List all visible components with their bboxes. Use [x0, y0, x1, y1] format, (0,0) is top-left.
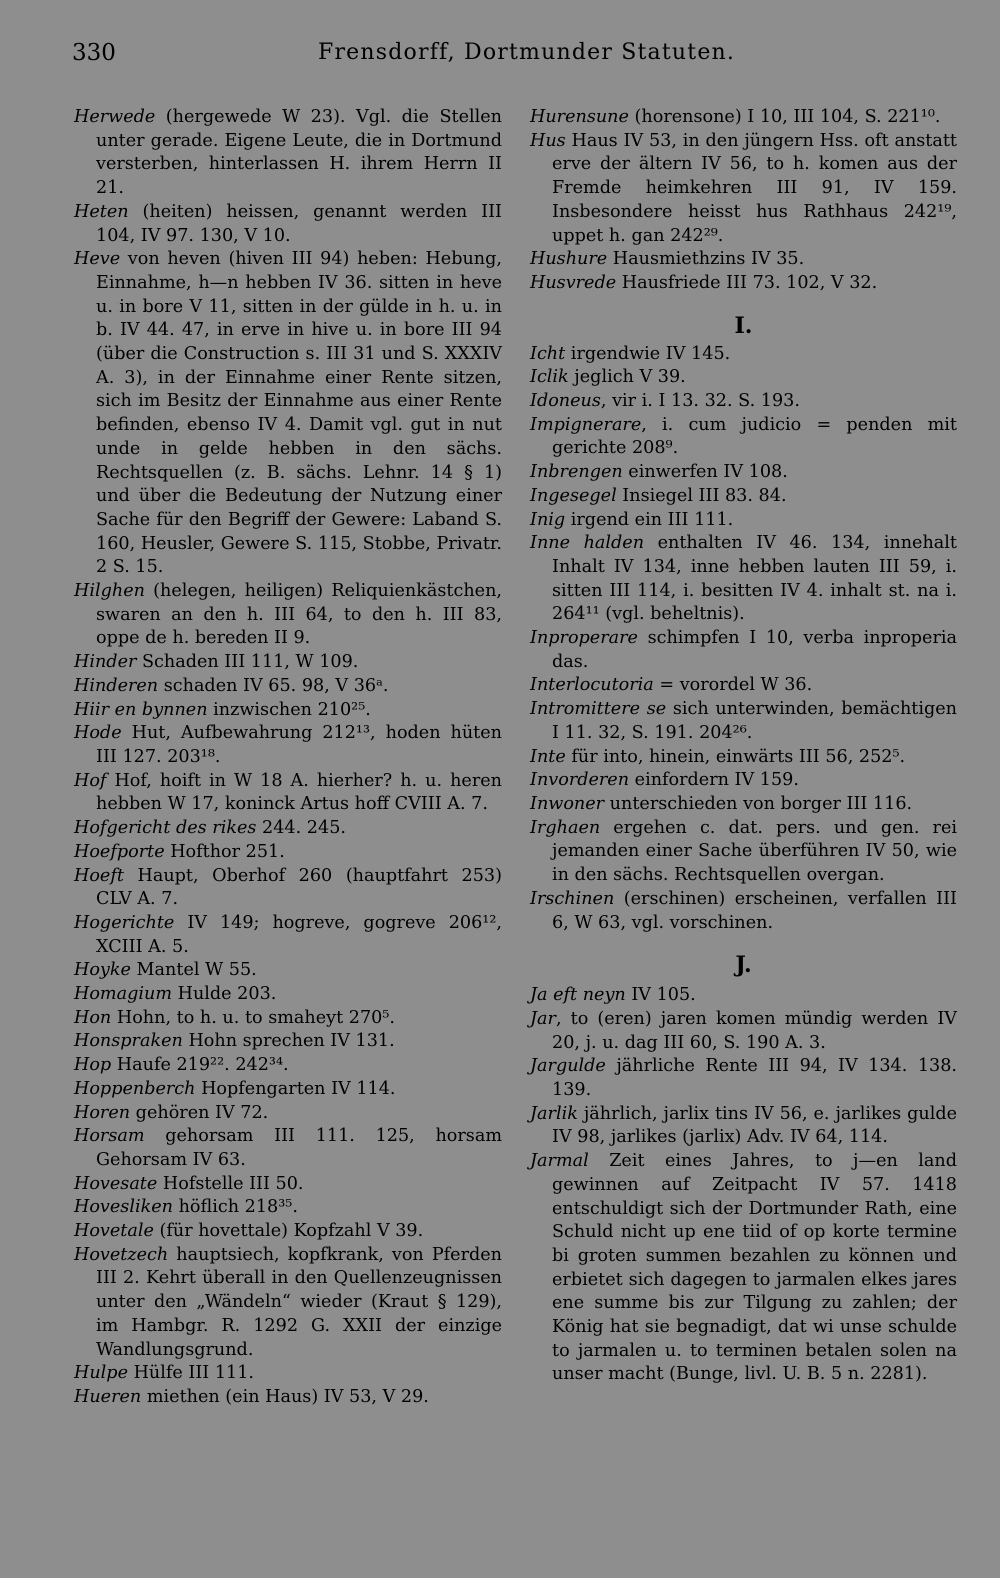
entry-lemma: Idoneus — [530, 391, 601, 412]
entry-definition: (für hovettale) Kopfzahl V 39. — [153, 1221, 424, 1242]
glossary-entry — [74, 651, 502, 675]
entry-lemma: Jargulde — [530, 1056, 606, 1077]
entry-lemma: Hiir en bynnen — [74, 699, 208, 720]
glossary-entry — [74, 1125, 502, 1172]
entry-lemma: Heten — [74, 201, 129, 222]
glossary-entry — [530, 485, 957, 509]
glossary-entry — [530, 769, 957, 793]
glossary-entry — [530, 1103, 957, 1150]
entry-definition: jährlich, jarlix tins IV 56, e. jarlikes gulde IV 98, jarlikes (jarlix) Adv. IV 64, 114. — [552, 1103, 957, 1148]
entry-definition: (helegen, heiligen) Reliquienkästchen, swaren an den h. III 64, to den h. III 83, oppe de h. bereden II 9. — [96, 581, 502, 649]
entry-lemma: Iclik — [530, 367, 569, 388]
right-column — [530, 106, 957, 1387]
entry-definition: unterschieden von borger III 116. — [604, 793, 913, 814]
left-column — [74, 106, 502, 1410]
glossary-entry — [74, 983, 502, 1007]
entry-definition: miethen (ein Haus) IV 53, V 29. — [141, 1386, 429, 1407]
entry-definition: gehören IV 72. — [130, 1102, 269, 1123]
entry-lemma: Hof — [74, 770, 107, 791]
glossary-entry — [530, 1055, 957, 1102]
entry-lemma: Hushure — [530, 249, 608, 270]
entry-definition: für into, hinein, einwärts III 56, 252⁵. — [565, 746, 906, 767]
page-number: 330 — [72, 40, 116, 66]
entry-lemma: Hurensune — [530, 107, 629, 127]
section-heading-i: I. — [734, 312, 753, 339]
entry-definition: von heven (hiven III 94) heben: Hebung, Einnahme, h—n hebben IV 36. sitten in heve u. in bore V 11, sitten in der gülde in h. u. in b. IV 44. 47, in erve in hive u. in bore III 94 (über die Construction s. III 31 und S. XXXIV A. 3), in der Einnahme einer Rente sitzen, sich im Besitz der Einnahme aus einer Rente befinden, ebenso IV 4. Damit vgl. gut in nut unde in gelde hebben in den sächs. Rechtsquellen (z. B. sächs. Lehnr. 14 § 1) und über die Bedeutung der Nutzung einer Sache für den Begriff der Gewere: Laband S. 160, Heusler, Gewere S. 115, Stobbe, Privatr. 2 S. 15. — [96, 249, 502, 578]
entry-definition: Hausmiethzins IV 35. — [607, 249, 805, 270]
entry-lemma: Inwoner — [530, 793, 605, 814]
page-header — [0, 40, 1000, 80]
entry-lemma: Hus — [530, 130, 566, 151]
glossary-entry — [530, 461, 957, 485]
glossary-entry — [530, 343, 957, 367]
glossary-entry — [530, 390, 957, 414]
entry-lemma: Hoeft — [74, 865, 124, 886]
entry-lemma: Ingesegel — [530, 485, 617, 506]
entry-lemma: Impignerare — [530, 414, 642, 435]
entry-lemma: Homagium — [74, 984, 173, 1005]
entry-definition: Hohn, to h. u. to smaheyt 270⁵. — [111, 1007, 395, 1028]
glossary-entry — [74, 106, 502, 201]
glossary-entry — [74, 699, 502, 723]
entry-definition: Hut, Aufbewahrung 212¹³, hoden hüten III 127. 203¹⁸. — [96, 723, 502, 767]
entry-lemma: Irghaen — [530, 817, 601, 838]
entry-lemma: Inproperare — [530, 628, 638, 649]
glossary-entry — [530, 509, 957, 533]
glossary-entry — [74, 1220, 502, 1244]
glossary-entry — [74, 580, 502, 651]
glossary-entry — [74, 1173, 502, 1197]
entry-definition: (erschinen) erscheinen, verfallen III 6, W 63, vgl. vorschinen. — [552, 888, 957, 933]
entry-definition: Hulde 203. — [172, 984, 277, 1005]
glossary-entry — [74, 1196, 502, 1220]
entry-lemma: Hogerichte — [74, 912, 175, 933]
entry-lemma: Hoefporte — [74, 841, 165, 862]
glossary-entry — [74, 1054, 502, 1078]
glossary-entry — [530, 272, 957, 296]
entry-lemma: Interlocutoria — [530, 675, 654, 696]
entry-definition: (heiten) heissen, genannt werden III 104, IV 97. 130, V 10. — [96, 201, 502, 246]
entry-definition: Hülfe III 111. — [127, 1363, 255, 1384]
entry-definition: höflich 218³⁵. — [172, 1197, 298, 1218]
entry-definition: Hohn sprechen IV 131. — [182, 1031, 395, 1052]
glossary-entry — [530, 674, 957, 698]
left-entries — [74, 106, 502, 1410]
glossary-entry — [530, 817, 957, 888]
entry-definition: jährliche Rente III 94, IV 134. 138. 139. — [552, 1056, 957, 1101]
glossary-entry — [74, 1362, 502, 1386]
entry-lemma: Honspraken — [74, 1031, 183, 1052]
glossary-entry — [74, 912, 502, 959]
entry-definition: Mantel W 55. — [130, 960, 257, 981]
entry-definition: irgendwie IV 145. — [565, 343, 731, 364]
entry-definition: Haufe 219²². 242³⁴. — [111, 1055, 289, 1076]
entry-definition: jeglich V 39. — [568, 367, 686, 388]
entry-definition: inzwischen 210²⁵. — [207, 699, 371, 720]
entry-definition: irgend ein III 111. — [565, 509, 734, 530]
entry-definition: hauptsiech, kopfkrank, von Pferden III 2. Kehrt überall in den Quellenzeugnissen unter den „Wändeln“ wieder (Kraut § 129), im Hambgr. R. 1292 G. XXII der einzige Wandlungsgrund. — [96, 1244, 502, 1360]
entry-lemma: Inne halden — [530, 533, 645, 554]
entry-lemma: Inbrengen — [530, 462, 623, 483]
entry-lemma: Hinderen — [74, 675, 159, 696]
glossary-entry — [530, 627, 957, 674]
entry-definition: Zeit eines Jahres, to j—en land gewinnen auf Zeitpacht IV 57. 1418 entschuldigt sich der Dortmunder Rath, eine Schuld nicht up ene tiid of op korte termine bi groten summen bezahlen zu können und erbietet sich dagegen to jarmalen elkes jares ene summe bis zur Tilgung zu zahlen; der König hat sie begnadigt, dat wi unse schulde to jarmalen u. to terminen betalen solen na unser macht (Bunge, livl. U. B. 5 n. 2281). — [552, 1151, 957, 1385]
entry-lemma: Hon — [74, 1007, 112, 1028]
entry-definition: schaden IV 65. 98, V 36ᵃ. — [158, 675, 389, 696]
entry-definition: (horensone) I 10, III 104, S. 221¹⁰. — [628, 107, 941, 127]
entry-lemma: Hop — [74, 1055, 112, 1076]
entry-lemma: Hinder — [74, 652, 137, 673]
entry-lemma: Hoyke — [74, 960, 131, 981]
entry-lemma: Hueren — [74, 1386, 142, 1407]
entry-definition: einwerfen IV 108. — [622, 462, 788, 483]
glossary-entry — [74, 817, 502, 841]
glossary-entry — [74, 1007, 502, 1031]
entry-definition: sich unterwinden, bemächtigen I 11. 32, S. 191. 204²⁶. — [552, 699, 957, 743]
entry-lemma: Hofgericht des rikes — [74, 818, 257, 839]
entry-definition: , vir i. I 13. 32. S. 193. — [600, 391, 800, 412]
glossary-entry — [74, 841, 502, 865]
section-i-entries — [530, 343, 957, 936]
glossary-entry — [74, 675, 502, 699]
entry-lemma: Horen — [74, 1102, 131, 1123]
entry-lemma: Icht — [530, 343, 566, 364]
glossary-entry — [530, 984, 957, 1008]
glossary-entry — [530, 248, 957, 272]
entry-lemma: Jarlik — [530, 1103, 578, 1124]
entry-definition: Insiegel III 83. 84. — [616, 485, 787, 506]
glossary-entry — [530, 130, 957, 249]
entry-definition: Hausfriede III 73. 102, V 32. — [616, 272, 878, 293]
entry-definition: Schaden III 111, W 109. — [136, 652, 359, 673]
entry-definition: IV 149; hogreve, gogreve 206¹², XCIII A. 5. — [96, 912, 502, 957]
entry-lemma: Invorderen — [530, 770, 630, 791]
glossary-entry — [530, 698, 957, 745]
section-j-entries — [530, 984, 957, 1387]
entry-definition: Hofthor 251. — [164, 841, 285, 862]
glossary-entry — [530, 888, 957, 935]
entry-definition: , to (eren) jaren komen mündig werden IV 20, j. u. dag III 60, S. 190 A. 3. — [552, 1008, 957, 1053]
entry-lemma: Heve — [74, 249, 121, 270]
entry-lemma: Hoppenberch — [74, 1078, 196, 1099]
entry-lemma: Intromittere se — [530, 699, 667, 720]
entry-lemma: Husvrede — [530, 272, 617, 293]
entry-definition: = vorordel W 36. — [653, 675, 813, 696]
entry-lemma: Inte — [530, 746, 566, 767]
entry-lemma: Hovetzech — [74, 1244, 169, 1265]
glossary-entry — [74, 201, 502, 248]
glossary-entry — [74, 1102, 502, 1126]
entry-definition: einfordern IV 159. — [629, 770, 799, 791]
entry-lemma: Hilghen — [74, 581, 145, 602]
glossary-entry — [74, 1386, 502, 1410]
glossary-entry — [74, 770, 502, 817]
entry-definition: schimpfen I 10, verba inproperia das. — [552, 628, 957, 672]
entry-definition: Hof, hoift in W 18 A. hierher? h. u. heren hebben W 17, koninck Artus hoff CVIII A. 7. — [96, 770, 502, 815]
entry-definition: gehorsam III 111. 125, horsam Gehorsam IV 63. — [96, 1126, 502, 1170]
entry-definition: enthalten IV 46. 134, innehalt Inhalt IV 134, inne hebben lauten III 59, i. sitten III 114, i. besitten IV 4. inhalt st. na i. 264¹¹ (vgl. beheltnis). — [552, 533, 957, 625]
entry-definition: Hopfengarten IV 114. — [195, 1078, 396, 1099]
entry-definition: IV 105. — [625, 985, 696, 1006]
entry-lemma: Hulpe — [74, 1363, 128, 1384]
entry-lemma: Hovesate — [74, 1173, 158, 1194]
glossary-entry — [530, 106, 957, 130]
glossary-entry — [530, 746, 957, 770]
entry-definition: ergehen c. dat. pers. und gen. rei jemanden einer Sache überführen IV 50, wie in den sächs. Rechtsquellen overgan. — [552, 817, 957, 886]
entry-lemma: Herwede — [74, 107, 156, 127]
entry-lemma: Horsam — [74, 1126, 145, 1147]
glossary-entry — [74, 865, 502, 912]
glossary-entry — [530, 1150, 957, 1387]
glossary-entry — [530, 414, 957, 461]
right-top-entries — [530, 106, 957, 296]
entry-lemma: Ja eft neyn — [530, 985, 626, 1006]
glossary-entry — [74, 959, 502, 983]
entry-lemma: Hode — [74, 723, 122, 744]
glossary-entry — [74, 1244, 502, 1363]
glossary-entry — [74, 1030, 502, 1054]
entry-lemma: Hovetale — [74, 1221, 154, 1242]
glossary-entry — [530, 793, 957, 817]
entry-lemma: Jar — [530, 1008, 556, 1029]
entry-definition: 244. 245. — [256, 818, 346, 839]
section-heading-j: J. — [735, 952, 752, 979]
glossary-entry — [530, 532, 957, 627]
glossary-entry — [74, 1078, 502, 1102]
entry-lemma: Inig — [530, 509, 566, 530]
entry-lemma: Jarmal — [530, 1151, 589, 1172]
entry-definition: Haus IV 53, in den jüngern Hss. oft anstatt erve der ältern IV 56, to h. komen aus der Fremde heimkehren III 91, IV 159. Insbesondere heisst hus Rathhaus 242¹⁹, uppet h. gan 242²⁹. — [552, 130, 957, 246]
entry-definition: (hergewede W 23). Vgl. die Stellen unter gerade. Eigene Leute, die in Dortmund versterben, hinterlassen H. ihrem Herrn II 21. — [96, 107, 502, 199]
entry-definition: Haupt, Oberhof 260 (hauptfahrt 253) CLV A. 7. — [96, 865, 502, 910]
glossary-entry — [530, 1008, 957, 1055]
entry-lemma: Irschinen — [530, 888, 615, 909]
glossary-entry — [74, 722, 502, 769]
entry-definition: Hofstelle III 50. — [157, 1173, 304, 1194]
glossary-entry — [530, 366, 957, 390]
glossary-entry — [74, 248, 502, 580]
running-title: Frensdorff, Dortmunder Statuten. — [318, 40, 736, 65]
entry-definition: , i. cum judicio = penden mit gerichte 208⁹. — [552, 414, 957, 459]
entry-lemma: Hovesliken — [74, 1197, 173, 1218]
